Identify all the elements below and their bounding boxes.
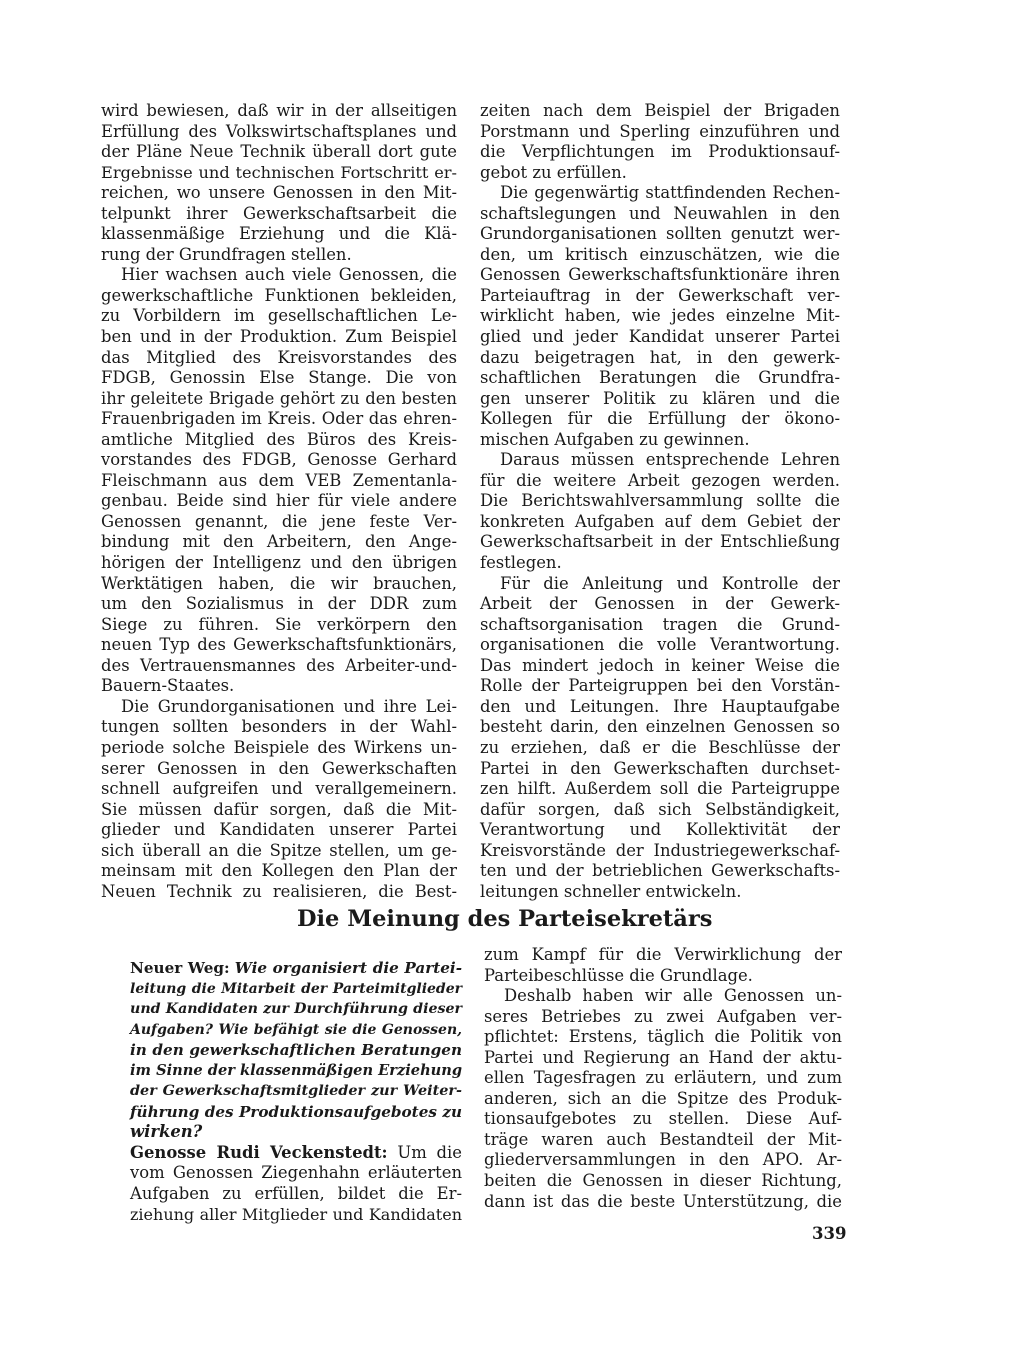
text-line: telpunkt ihrer Gewerkschaftsarbeit die (101, 203, 457, 223)
text-line: die Verpflichtungen im Produktionsauf- (480, 142, 840, 162)
text-line: festlegen. (480, 553, 562, 573)
question-speaker: Neuer Weg: (130, 959, 230, 977)
text-line: Arbeit der Genossen in der Gewerk- (480, 594, 840, 614)
text-line: Fleischmann aus dem VEB Zementanla- (101, 470, 457, 490)
text-line: ten und der betrieblichen Gewerkschafts- (480, 861, 840, 881)
text-line: Siege zu führen. Sie verkörpern den (101, 614, 457, 634)
text-line: Rolle der Parteigruppen bei den Vorstän- (480, 676, 840, 696)
text-line: dann ist das die beste Unterstützung, die (484, 1191, 842, 1211)
text-line: Kreisvorstände der Industriegewerkschaf- (480, 840, 840, 860)
text-line: um den Sozialismus in der DDR zum (101, 594, 457, 614)
paragraph (101, 697, 457, 902)
text-line: ziehung aller Mitglieder und Kandidaten (130, 1204, 462, 1224)
left-column-bottom (130, 958, 462, 1225)
text-line: Daraus müssen entsprechende Lehren (500, 450, 840, 470)
text-line: genbau. Beide sind hier für viele andere (101, 491, 457, 511)
text-line: glied und jeder Kandidat unserer Partei (480, 327, 840, 347)
text-line: Deshalb haben wir alle Genossen un- (504, 986, 842, 1006)
text-line: Werktätigen haben, die wir brauchen, (101, 573, 457, 593)
text-line: besteht darin, den einzelnen Genossen so (480, 717, 840, 737)
text-line: in den gewerkschaftlichen Beratungen (130, 1041, 462, 1060)
answer-text: Um die (397, 1142, 462, 1162)
text-line: Gewerkschaftsarbeit in der Entschließung (480, 532, 840, 552)
text-line: gewerkschaftliche Funktionen bekleiden, (101, 285, 457, 305)
text-line: beiten die Genossen in dieser Richtung, (484, 1171, 842, 1191)
text-line: sich überall an die Spitze stellen, um ge- (101, 840, 457, 860)
text-line: amtliche Mitglied des Büros des Kreis- (101, 429, 457, 449)
text-line: Sie müssen dafür sorgen, daß die Mit- (101, 799, 457, 819)
section-heading: Die Meinung des Parteisekretärs (297, 906, 713, 932)
text-line: Partei und Regierung an Hand der aktu- (484, 1047, 842, 1067)
text-line: Neuen Technik zu realisieren, die Best- (101, 881, 457, 901)
text-line: serer Genossen in den Gewerkschaften (101, 758, 457, 778)
page-number: 339 (812, 1224, 847, 1243)
text-line: und Kandidaten zur Durchführung dieser (130, 1001, 462, 1018)
text-line: wirklicht haben, wie jedes einzelne Mit- (480, 306, 840, 326)
question-text: Wie organisiert die Partei- (234, 959, 462, 977)
text-line: führung des Produktionsaufgebotes zu (130, 1102, 462, 1121)
text-line: Genossen genannt, die jene feste Ver- (101, 511, 457, 531)
text-line: meinsam mit den Kollegen den Plan der (101, 861, 457, 881)
text-line: ihr geleitete Brigade gehört zu den besten (101, 388, 457, 408)
text-line: tungen sollten besonders in der Wahl- (101, 717, 457, 737)
text-line: Die Berichtswahlversammlung sollte die (480, 491, 840, 511)
text-line: schnell aufgreifen und verallgemeinern. (101, 779, 457, 799)
text-line: Für die Anleitung und Kontrolle der (500, 573, 840, 593)
text-line: Ergebnisse und technischen Fortschritt er- (101, 162, 457, 182)
text-line: seres Betriebes zu zwei Aufgaben ver- (484, 1006, 842, 1026)
text-line: bindung mit den Arbeitern, den Ange- (101, 532, 457, 552)
paragraph (480, 183, 840, 450)
paragraph (101, 265, 457, 696)
text-line: ben und in der Produktion. Zum Beispiel (101, 327, 457, 347)
text-line: Verantwortung und Kollektivität der (480, 820, 840, 840)
text-line: schaftslegungen und Neuwahlen in den (480, 203, 840, 223)
text-line: wirken? (130, 1122, 203, 1142)
text-line: gliederversammlungen in den APO. Ar- (484, 1150, 842, 1170)
paragraph (101, 101, 457, 265)
interview-question (130, 958, 462, 1143)
text-line: der Gewerkschaftsmitglieder zur Weiter- (130, 1082, 462, 1100)
text-line: den, um kritisch einzuschätzen, wie die (480, 244, 840, 264)
text-line: organisationen die volle Verantwortung. (480, 635, 840, 655)
text-line: Grundorganisationen sollten genutzt wer- (480, 224, 840, 244)
text-line: das Mitglied des Kreisvorstandes des (101, 347, 457, 367)
text-line: vom Genossen Ziegenhahn erläuterten (130, 1163, 462, 1183)
text-line: leitung die Mitarbeit der Parteimitglieder (130, 980, 462, 997)
text-line: klassenmäßige Erziehung und die Klä- (101, 224, 457, 244)
text-line: zu Vorbildern im gesellschaftlichen Le- (101, 306, 457, 326)
left-column-top (101, 101, 457, 902)
text-line: tionsaufgebotes zu stellen. Diese Auf- (484, 1109, 842, 1129)
text-line: ellen Tagesfragen zu erläutern, und zum (484, 1068, 842, 1088)
text-line: der Pläne Neue Technik überall dort gute (101, 142, 457, 162)
text-line: schaftsorganisation tragen die Grund- (480, 614, 840, 634)
text-line: Aufgaben zu erfüllen, bildet die Er- (130, 1184, 462, 1204)
text-line: anderen, sich an die Spitze des Produk- (484, 1088, 842, 1108)
paragraph (484, 986, 842, 1212)
text-line: gebot zu erfüllen. (480, 162, 627, 182)
text-line: periode solche Beispiele des Wirkens un- (101, 737, 457, 757)
text-line: dafür sorgen, daß sich Selbständigkeit, (480, 799, 840, 819)
interview-answer (130, 1143, 462, 1225)
text-line: zen hilft. Außerdem soll die Parteigruppe (480, 779, 840, 799)
right-column-top (480, 101, 840, 902)
text-line: FDGB, Genossin Else Stange. Die von (101, 368, 457, 388)
text-line: dazu beigetragen hat, in den gewerk- (480, 347, 840, 367)
text-line: konkreten Aufgaben auf dem Gebiet der (480, 511, 840, 531)
text-line: vorstandes des FDGB, Genosse Gerhard (101, 450, 457, 470)
text-line: Aufgaben? Wie befähigt sie die Genossen, (130, 1021, 462, 1038)
text-line: zum Kampf für die Verwirklichung der (484, 945, 842, 964)
text-line: reichen, wo unsere Genossen in den Mit- (101, 183, 457, 203)
text-line: Das mindert jedoch in keiner Weise die (480, 655, 840, 675)
text-line: Genossen Gewerkschaftsfunktionäre ihren (480, 265, 840, 285)
text-line: träge waren auch Bestandteil der Mit- (484, 1129, 842, 1149)
text-line: wird bewiesen, daß wir in der allseitigen (101, 101, 457, 120)
text-line: rung der Grundfragen stellen. (101, 244, 352, 264)
text-line: Die Grundorganisationen und ihre Lei- (121, 696, 457, 716)
text-line: hörigen der Intelligenz und den übrigen (101, 553, 457, 573)
text-line: schaftlichen Beratungen die Grundfra- (480, 368, 840, 388)
text-line: für die weitere Arbeit gezogen werden. (480, 470, 840, 490)
text-line: glieder und Kandidaten unserer Partei (101, 820, 457, 840)
text-line: mischen Aufgaben zu gewinnen. (480, 429, 750, 449)
text-line: Hier wachsen auch viele Genossen, die (121, 265, 457, 285)
text-line: pflichtet: Erstens, täglich die Politik von (484, 1027, 842, 1047)
text-line: Bauern-Staates. (101, 676, 235, 696)
paragraph (480, 574, 840, 903)
answer-speaker: Genosse Rudi Veckenstedt: (130, 1142, 388, 1162)
text-line: des Vertrauensmannes des Arbeiter-und- (101, 655, 457, 675)
text-line: Frauenbrigaden im Kreis. Oder das ehren- (101, 409, 457, 429)
paragraph (484, 945, 842, 986)
text-line: Porstmann und Sperling einzuführen und (480, 121, 840, 141)
text-line: Die gegenwärtig stattfindenden Rechen- (500, 183, 840, 203)
text-line: leitungen schneller entwickeln. (480, 881, 742, 901)
text-line: Parteiauftrag in der Gewerkschaft ver- (480, 285, 840, 305)
text-line: den und Leitungen. Ihre Hauptaufgabe (480, 696, 840, 716)
text-line: neuen Typ des Gewerkschaftsfunktionärs, (101, 635, 457, 655)
text-line (130, 958, 462, 979)
text-line: zu erziehen, daß er die Beschlüsse der (480, 737, 840, 757)
text-line: Parteibeschlüsse die Grundlage. (484, 965, 753, 985)
text-line (130, 1143, 462, 1164)
text-line: Partei in den Gewerkschaften durchset- (480, 758, 840, 778)
right-column-bottom (484, 945, 842, 1212)
text-line: Erfüllung des Volkswirtschaftsplanes und (101, 121, 457, 141)
text-line: Kollegen für die Erfüllung der ökono- (480, 409, 840, 429)
text-line: gen unserer Politik zu klären und die (480, 388, 840, 408)
paragraph (480, 101, 840, 183)
text-line: zeiten nach dem Beispiel der Brigaden (480, 101, 840, 120)
text-line: im Sinne der klassenmäßigen Erziehung (130, 1061, 463, 1079)
paragraph (480, 450, 840, 573)
